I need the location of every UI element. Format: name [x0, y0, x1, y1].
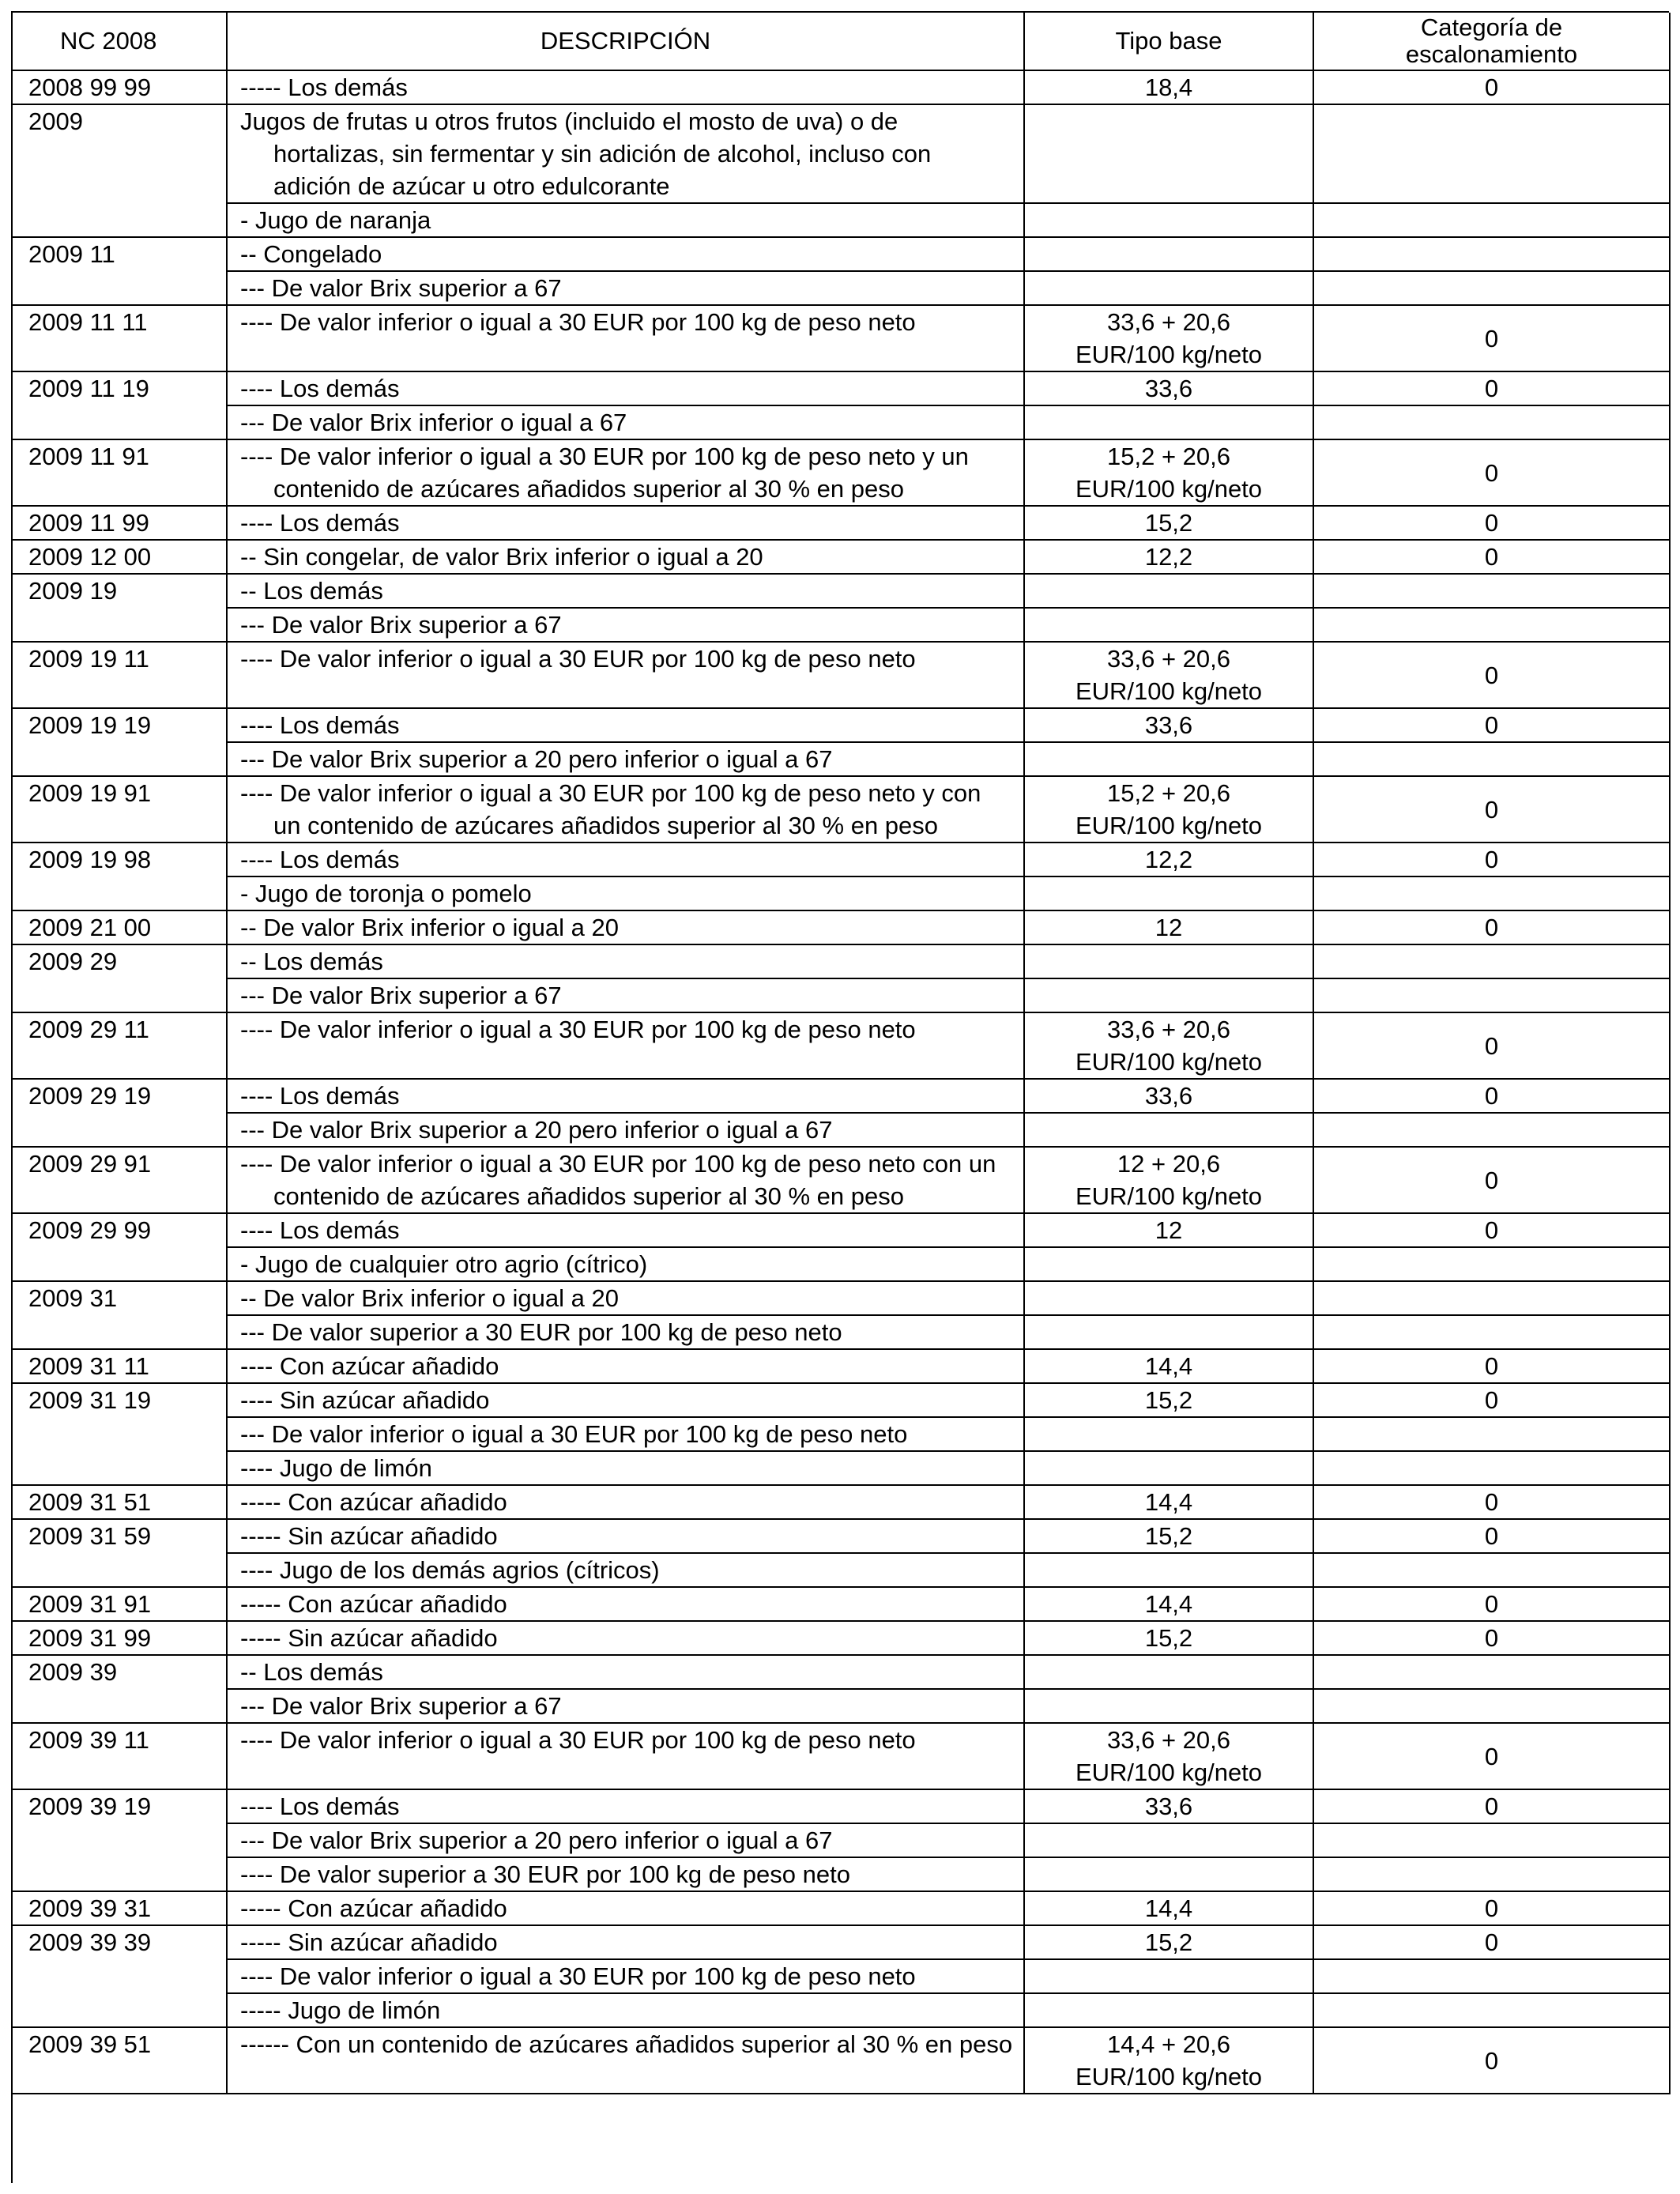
- base-rate-value: 33,6 + 20,6: [1107, 308, 1230, 336]
- staging-category-cell: [1314, 1858, 1671, 1892]
- description-text: --- De valor Brix superior a 67: [240, 982, 562, 1009]
- tariff-code: 2009 31: [13, 1282, 228, 1350]
- base-rate-value: EUR/100 kg/neto: [1075, 812, 1263, 839]
- tariff-code: 2009 19 98: [13, 843, 228, 911]
- base-rate-cell: [1025, 1486, 1314, 1520]
- tariff-code: 2009 31 91: [13, 1588, 228, 1622]
- description-cell: [228, 1994, 1025, 2028]
- base-rate-value: 33,6: [1144, 1082, 1193, 1110]
- description-cell: [228, 440, 1025, 507]
- description-cell: [228, 1282, 1025, 1316]
- tariff-table: [11, 11, 1669, 2183]
- tariff-code: 2009 12 00: [13, 541, 228, 575]
- base-rate-cell: [1025, 1994, 1314, 2028]
- tariff-code: 2009 19 11: [13, 643, 228, 709]
- staging-category-cell: [1314, 105, 1671, 204]
- tariff-code: 2009 11 19: [13, 372, 228, 440]
- description-cell: [228, 1316, 1025, 1350]
- tariff-code: 2009 19: [13, 575, 228, 643]
- base-rate-cell: [1025, 1790, 1314, 1824]
- description-text: -- Los demás: [240, 1658, 383, 1686]
- base-rate-value: EUR/100 kg/neto: [1075, 341, 1263, 368]
- base-rate-cell: [1025, 272, 1314, 306]
- staging-category-cell: 0: [1314, 1790, 1671, 1824]
- description-cell: [228, 1690, 1025, 1724]
- tariff-code: 2009 11 99: [13, 507, 228, 541]
- staging-category-cell: 0: [1314, 306, 1671, 372]
- base-rate-value: EUR/100 kg/neto: [1075, 1048, 1263, 1076]
- base-rate-cell: [1025, 71, 1314, 105]
- base-rate-value: 12,2: [1144, 846, 1193, 873]
- description-cell: [228, 643, 1025, 709]
- base-rate-value: 18,4: [1144, 74, 1193, 101]
- staging-category-cell: [1314, 1824, 1671, 1858]
- staging-category-cell: [1314, 1316, 1671, 1350]
- description-text: ----- Con azúcar añadido: [240, 1894, 507, 1922]
- description-text: ---- Los demás: [240, 1793, 400, 1820]
- description-text: ---- De valor inferior o igual a 30 EUR por 100 kg de peso neto: [240, 1962, 916, 1990]
- description-text: --- De valor superior a 30 EUR por 100 kg de peso neto: [240, 1318, 842, 1346]
- base-rate-value: 33,6: [1144, 375, 1193, 402]
- staging-category-cell: 0: [1314, 1724, 1671, 1790]
- staging-category-cell: 0: [1314, 911, 1671, 945]
- description-cell: [228, 877, 1025, 911]
- base-rate-cell: [1025, 1656, 1314, 1690]
- base-rate-value: 12: [1155, 914, 1183, 941]
- description-text: ---- Jugo de limón: [240, 1454, 432, 1482]
- base-rate-value: 33,6: [1144, 711, 1193, 739]
- staging-category-cell: 0: [1314, 1520, 1671, 1554]
- description-text: ---- Jugo de los demás agrios (cítricos): [240, 1556, 660, 1584]
- description-text: --- De valor Brix superior a 20 pero inferior o igual a 67: [240, 1826, 833, 1854]
- description-text: ---- Sin azúcar añadido: [240, 1386, 490, 1414]
- base-rate-cell: [1025, 507, 1314, 541]
- tariff-code: 2009 29 91: [13, 1148, 228, 1214]
- description-text: -- De valor Brix inferior o igual a 20: [240, 1284, 619, 1312]
- description-text: - Jugo de naranja: [240, 206, 431, 234]
- description-text: Jugos de frutas u otros frutos (incluido el mosto de uva) o de hortalizas, sin fermentar y sin adición de alcohol, incluso con adición de azúcar u otro edulcorante: [240, 107, 938, 200]
- base-rate-cell: [1025, 911, 1314, 945]
- base-rate-cell: [1025, 777, 1314, 843]
- base-rate-cell: [1025, 440, 1314, 507]
- staging-category-cell: [1314, 743, 1671, 777]
- tariff-code: 2009 31 11: [13, 1350, 228, 1384]
- staging-category-cell: 0: [1314, 541, 1671, 575]
- base-rate-value: 33,6: [1144, 1793, 1193, 1820]
- description-text: ---- Los demás: [240, 846, 400, 873]
- tariff-code: 2009 31 51: [13, 1486, 228, 1520]
- description-text: ---- Los demás: [240, 509, 400, 537]
- base-rate-cell: [1025, 1282, 1314, 1316]
- base-rate-cell: [1025, 843, 1314, 877]
- tariff-code: 2009 21 00: [13, 911, 228, 945]
- staging-category-cell: [1314, 1690, 1671, 1724]
- tariff-code: 2009 19 91: [13, 777, 228, 843]
- base-rate-value: 15,2: [1144, 1624, 1193, 1652]
- staging-category-cell: 0: [1314, 507, 1671, 541]
- base-rate-cell: [1025, 1960, 1314, 1994]
- description-cell: [228, 204, 1025, 238]
- base-rate-cell: [1025, 2028, 1314, 2094]
- description-cell: [228, 1588, 1025, 1622]
- tariff-code: 2009 29 11: [13, 1013, 228, 1080]
- staging-category-cell: [1314, 1656, 1671, 1690]
- description-cell: [228, 1858, 1025, 1892]
- base-rate-cell: [1025, 1013, 1314, 1080]
- description-text: ---- De valor inferior o igual a 30 EUR por 100 kg de peso neto con un contenido de azúcares añadidos superior al 30 % en peso: [240, 1150, 1003, 1210]
- description-cell: [228, 1824, 1025, 1858]
- description-text: - Jugo de cualquier otro agrio (cítrico): [240, 1250, 648, 1278]
- base-rate-value: EUR/100 kg/neto: [1075, 2063, 1263, 2090]
- description-text: ----- Con azúcar añadido: [240, 1488, 507, 1516]
- base-rate-value: EUR/100 kg/neto: [1075, 1182, 1263, 1210]
- staging-category-cell: 0: [1314, 1350, 1671, 1384]
- base-rate-value: 15,2 + 20,6: [1107, 779, 1230, 807]
- staging-category-cell: [1314, 1418, 1671, 1452]
- tariff-code: 2009: [13, 105, 228, 238]
- description-text: ---- De valor superior a 30 EUR por 100 kg de peso neto: [240, 1860, 850, 1888]
- description-cell: [228, 1214, 1025, 1248]
- description-cell: [228, 272, 1025, 306]
- description-text: -- De valor Brix inferior o igual a 20: [240, 914, 619, 941]
- tariff-code: 2009 39 39: [13, 1926, 228, 2028]
- description-text: ----- Con azúcar añadido: [240, 1590, 507, 1618]
- base-rate-cell: [1025, 609, 1314, 643]
- column-header-description: DESCRIPCIÓN: [228, 13, 1025, 71]
- base-rate-cell: [1025, 575, 1314, 609]
- description-cell: [228, 1114, 1025, 1148]
- description-text: ---- De valor inferior o igual a 30 EUR por 100 kg de peso neto y con un contenido de azúcares añadidos superior al 30 % en peso: [240, 779, 988, 839]
- staging-category-cell: 0: [1314, 1214, 1671, 1248]
- description-cell: [228, 71, 1025, 105]
- staging-category-cell: [1314, 1114, 1671, 1148]
- staging-category-cell: 0: [1314, 643, 1671, 709]
- description-cell: [228, 1418, 1025, 1452]
- tariff-code: 2009 29 19: [13, 1080, 228, 1148]
- base-rate-cell: [1025, 1384, 1314, 1418]
- description-text: ----- Jugo de limón: [240, 1996, 441, 2024]
- description-cell: [228, 1013, 1025, 1080]
- base-rate-cell: [1025, 1554, 1314, 1588]
- description-text: ----- Sin azúcar añadido: [240, 1522, 498, 1550]
- staging-category-cell: [1314, 1554, 1671, 1588]
- tariff-code: 2008 99 99: [13, 71, 228, 105]
- description-cell: [228, 1384, 1025, 1418]
- staging-category-cell: [1314, 1248, 1671, 1282]
- description-cell: [228, 105, 1025, 204]
- description-text: --- De valor Brix superior a 67: [240, 274, 562, 302]
- staging-category-cell: [1314, 204, 1671, 238]
- base-rate-cell: [1025, 709, 1314, 743]
- staging-category-cell: [1314, 979, 1671, 1013]
- base-rate-cell: [1025, 1080, 1314, 1114]
- description-text: --- De valor Brix superior a 67: [240, 1692, 562, 1720]
- staging-category-cell: 0: [1314, 1588, 1671, 1622]
- column-header-code: NC 2008: [13, 13, 228, 71]
- description-cell: [228, 1926, 1025, 1960]
- description-cell: [228, 743, 1025, 777]
- description-text: --- De valor Brix superior a 20 pero inferior o igual a 67: [240, 1116, 833, 1144]
- base-rate-cell: [1025, 877, 1314, 911]
- description-cell: [228, 1248, 1025, 1282]
- description-text: --- De valor inferior o igual a 30 EUR por 100 kg de peso neto: [240, 1420, 908, 1448]
- base-rate-value: 12,2: [1144, 543, 1193, 571]
- base-rate-value: 33,6 + 20,6: [1107, 645, 1230, 673]
- description-text: ----- Sin azúcar añadido: [240, 1624, 498, 1652]
- description-text: --- De valor Brix superior a 20 pero inferior o igual a 67: [240, 745, 833, 773]
- tariff-code: 2009 29 99: [13, 1214, 228, 1282]
- base-rate-cell: [1025, 372, 1314, 406]
- description-cell: [228, 1960, 1025, 1994]
- base-rate-cell: [1025, 1452, 1314, 1486]
- description-cell: [228, 979, 1025, 1013]
- base-rate-cell: [1025, 204, 1314, 238]
- description-cell: [228, 575, 1025, 609]
- base-rate-value: 15,2: [1144, 509, 1193, 537]
- description-cell: [228, 1892, 1025, 1926]
- base-rate-cell: [1025, 1214, 1314, 1248]
- staging-category-cell: 0: [1314, 440, 1671, 507]
- description-cell: [228, 306, 1025, 372]
- description-cell: [228, 1554, 1025, 1588]
- base-rate-value: EUR/100 kg/neto: [1075, 677, 1263, 705]
- base-rate-cell: [1025, 1588, 1314, 1622]
- staging-category-cell: [1314, 406, 1671, 440]
- staging-category-cell: 0: [1314, 2028, 1671, 2094]
- base-rate-value: 15,2: [1144, 1386, 1193, 1414]
- base-rate-cell: [1025, 1724, 1314, 1790]
- tariff-code: 2009 11 11: [13, 306, 228, 372]
- description-cell: [228, 1452, 1025, 1486]
- base-rate-value: EUR/100 kg/neto: [1075, 475, 1263, 503]
- description-text: ---- Los demás: [240, 1216, 400, 1244]
- base-rate-value: 12 + 20,6: [1117, 1150, 1221, 1178]
- description-text: --- De valor Brix inferior o igual a 67: [240, 409, 627, 436]
- staging-category-cell: 0: [1314, 372, 1671, 406]
- description-text: ---- De valor inferior o igual a 30 EUR por 100 kg de peso neto: [240, 308, 916, 336]
- tariff-code: 2009 39 51: [13, 2028, 228, 2094]
- description-text: ---- De valor inferior o igual a 30 EUR por 100 kg de peso neto: [240, 645, 916, 673]
- base-rate-value: 15,2: [1144, 1522, 1193, 1550]
- description-cell: [228, 609, 1025, 643]
- base-rate-value: 14,4: [1144, 1590, 1193, 1618]
- base-rate-cell: [1025, 1350, 1314, 1384]
- base-rate-cell: [1025, 541, 1314, 575]
- staging-category-cell: 0: [1314, 1080, 1671, 1114]
- description-cell: [228, 507, 1025, 541]
- description-text: ---- De valor inferior o igual a 30 EUR por 100 kg de peso neto: [240, 1726, 916, 1754]
- description-cell: [228, 777, 1025, 843]
- description-text: ------ Con un contenido de azúcares añadidos superior al 30 % en peso: [240, 2030, 1013, 2058]
- tariff-code: 2009 31 99: [13, 1622, 228, 1656]
- staging-category-cell: 0: [1314, 1892, 1671, 1926]
- description-cell: [228, 541, 1025, 575]
- description-cell: [228, 1656, 1025, 1690]
- description-cell: [228, 1724, 1025, 1790]
- staging-category-cell: [1314, 609, 1671, 643]
- base-rate-cell: [1025, 1316, 1314, 1350]
- base-rate-cell: [1025, 1418, 1314, 1452]
- description-text: ----- Los demás: [240, 74, 408, 101]
- base-rate-value: EUR/100 kg/neto: [1075, 1759, 1263, 1786]
- description-cell: [228, 406, 1025, 440]
- staging-category-cell: [1314, 945, 1671, 979]
- staging-category-cell: 0: [1314, 709, 1671, 743]
- base-rate-value: 14,4: [1144, 1488, 1193, 1516]
- base-rate-cell: [1025, 406, 1314, 440]
- staging-category-cell: [1314, 238, 1671, 272]
- base-rate-cell: [1025, 306, 1314, 372]
- staging-category-cell: 0: [1314, 843, 1671, 877]
- base-rate-cell: [1025, 945, 1314, 979]
- base-rate-cell: [1025, 1520, 1314, 1554]
- tariff-code: 2009 31 19: [13, 1384, 228, 1486]
- column-header-rate: Tipo base: [1025, 13, 1314, 71]
- description-text: -- Congelado: [240, 240, 382, 268]
- description-text: ---- Los demás: [240, 711, 400, 739]
- base-rate-cell: [1025, 1858, 1314, 1892]
- description-cell: [228, 911, 1025, 945]
- staging-category-cell: 0: [1314, 1622, 1671, 1656]
- description-text: --- De valor Brix superior a 67: [240, 611, 562, 639]
- staging-category-cell: [1314, 272, 1671, 306]
- description-cell: [228, 2028, 1025, 2094]
- staging-category-cell: [1314, 1960, 1671, 1994]
- description-cell: [228, 1622, 1025, 1656]
- base-rate-cell: [1025, 1622, 1314, 1656]
- description-cell: [228, 1080, 1025, 1114]
- description-text: ---- Con azúcar añadido: [240, 1352, 499, 1380]
- description-cell: [228, 1486, 1025, 1520]
- base-rate-cell: [1025, 1114, 1314, 1148]
- staging-category-cell: 0: [1314, 1486, 1671, 1520]
- staging-category-cell: 0: [1314, 1926, 1671, 1960]
- base-rate-cell: [1025, 238, 1314, 272]
- base-rate-cell: [1025, 1148, 1314, 1214]
- description-text: ---- Los demás: [240, 375, 400, 402]
- description-cell: [228, 1520, 1025, 1554]
- base-rate-cell: [1025, 1824, 1314, 1858]
- description-cell: [228, 1148, 1025, 1214]
- tariff-code: 2009 11: [13, 238, 228, 306]
- base-rate-cell: [1025, 105, 1314, 204]
- tariff-code: 2009 39 11: [13, 1724, 228, 1790]
- base-rate-cell: [1025, 979, 1314, 1013]
- base-rate-value: 15,2: [1144, 1928, 1193, 1956]
- description-text: ---- De valor inferior o igual a 30 EUR por 100 kg de peso neto: [240, 1016, 916, 1043]
- tariff-code: 2009 29: [13, 945, 228, 1013]
- description-cell: [228, 1350, 1025, 1384]
- base-rate-cell: [1025, 1892, 1314, 1926]
- description-cell: [228, 372, 1025, 406]
- base-rate-value: 33,6 + 20,6: [1107, 1726, 1230, 1754]
- description-text: - Jugo de toronja o pomelo: [240, 880, 532, 907]
- staging-category-cell: [1314, 877, 1671, 911]
- base-rate-cell: [1025, 743, 1314, 777]
- staging-category-cell: 0: [1314, 71, 1671, 105]
- tariff-code: 2009 39 31: [13, 1892, 228, 1926]
- base-rate-value: 12: [1155, 1216, 1183, 1244]
- description-text: -- Sin congelar, de valor Brix inferior o igual a 20: [240, 543, 763, 571]
- staging-category-cell: 0: [1314, 1384, 1671, 1418]
- description-text: ---- Los demás: [240, 1082, 400, 1110]
- column-header-category: Categoría de escalonamiento: [1314, 13, 1671, 71]
- description-text: -- Los demás: [240, 577, 383, 605]
- base-rate-value: 14,4: [1144, 1352, 1193, 1380]
- description-cell: [228, 1790, 1025, 1824]
- base-rate-value: 14,4: [1144, 1894, 1193, 1922]
- description-cell: [228, 238, 1025, 272]
- base-rate-cell: [1025, 643, 1314, 709]
- staging-category-cell: [1314, 1452, 1671, 1486]
- tariff-code: 2009 39: [13, 1656, 228, 1724]
- base-rate-value: 15,2 + 20,6: [1107, 443, 1230, 470]
- description-cell: [228, 843, 1025, 877]
- tariff-code: 2009 39 19: [13, 1790, 228, 1892]
- tariff-code: 2009 31 59: [13, 1520, 228, 1588]
- description-text: ---- De valor inferior o igual a 30 EUR por 100 kg de peso neto y un contenido de azúcares añadidos superior al 30 % en peso: [240, 443, 976, 503]
- tariff-code: 2009 11 91: [13, 440, 228, 507]
- staging-category-cell: 0: [1314, 1013, 1671, 1080]
- staging-category-cell: [1314, 575, 1671, 609]
- description-text: ----- Sin azúcar añadido: [240, 1928, 498, 1956]
- base-rate-cell: [1025, 1690, 1314, 1724]
- description-cell: [228, 709, 1025, 743]
- base-rate-value: 33,6 + 20,6: [1107, 1016, 1230, 1043]
- base-rate-value: 14,4 + 20,6: [1107, 2030, 1230, 2058]
- staging-category-cell: [1314, 1994, 1671, 2028]
- staging-category-cell: 0: [1314, 777, 1671, 843]
- staging-category-cell: 0: [1314, 1148, 1671, 1214]
- tariff-code: 2009 19 19: [13, 709, 228, 777]
- staging-category-cell: [1314, 1282, 1671, 1316]
- base-rate-cell: [1025, 1248, 1314, 1282]
- description-text: -- Los demás: [240, 948, 383, 975]
- description-cell: [228, 945, 1025, 979]
- base-rate-cell: [1025, 1926, 1314, 1960]
